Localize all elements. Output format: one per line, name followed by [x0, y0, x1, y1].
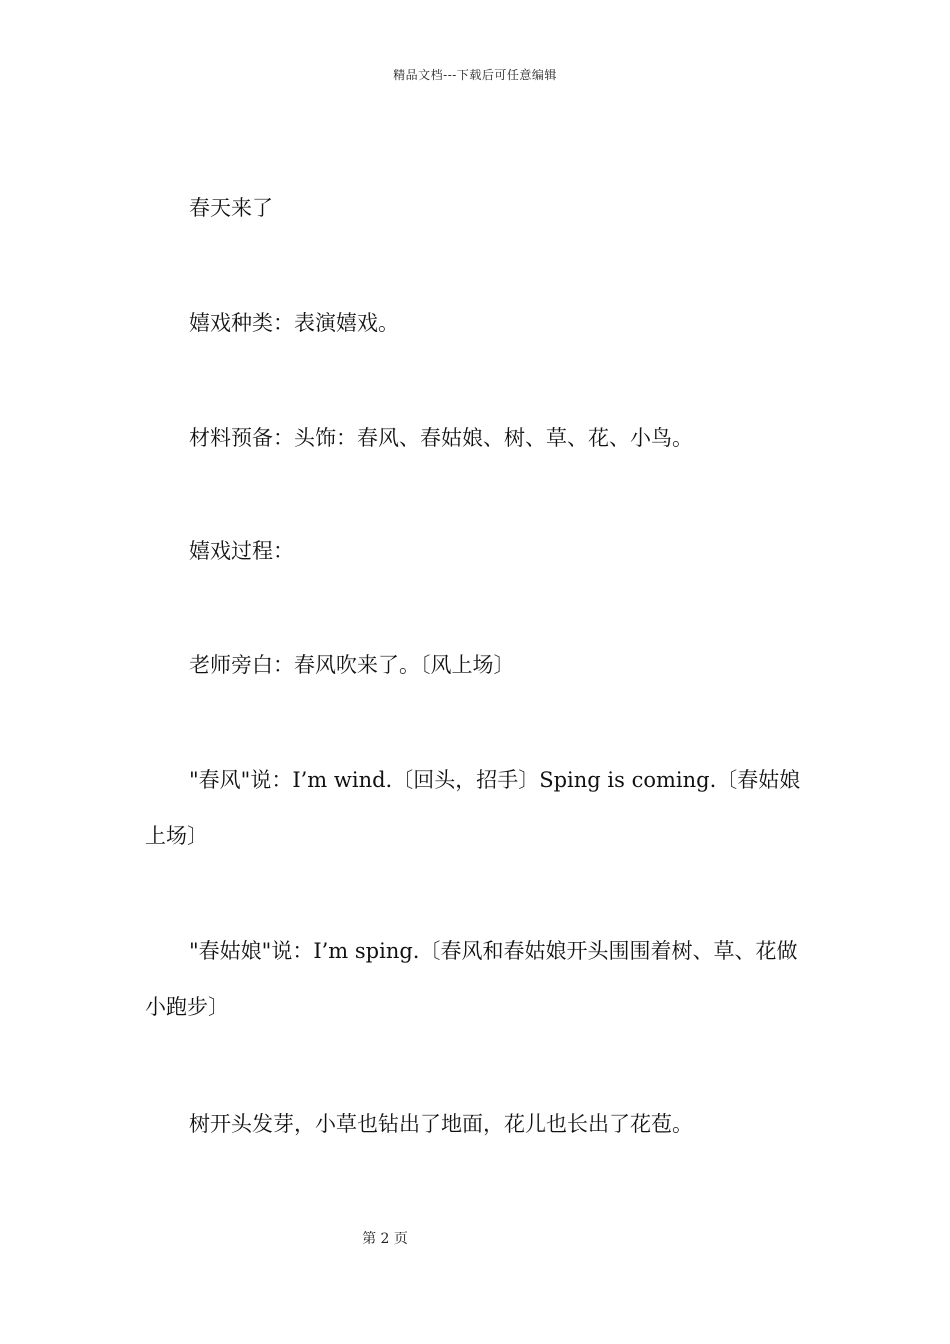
- page-number: 第 2 页: [362, 1231, 408, 1247]
- paragraph-spring-girl-line: "春姑娘"说：I’m sping.〔春风和春姑娘开头围围着树、草、花做小跑步〕: [145, 939, 798, 1019]
- paragraph-title: 春天来了: [189, 196, 273, 220]
- paragraph-process-heading: 嬉戏过程：: [189, 539, 294, 563]
- paragraph-trees-sprout: 树开头发芽，小草也钻出了地面，花儿也长出了花苞。: [189, 1112, 693, 1136]
- paragraph-materials: 材料预备：头饰：春风、春姑娘、树、草、花、小鸟。: [189, 426, 693, 450]
- paragraph-narration: 老师旁白：春风吹来了。〔风上场〕: [189, 653, 515, 677]
- page-header: 精品文档---下载后可任意编辑: [393, 68, 557, 82]
- paragraph-game-type: 嬉戏种类：表演嬉戏。: [189, 311, 399, 335]
- paragraph-wind-line: "春风"说：I’m wind.〔回头，招手〕Sping is coming.〔春姑娘上场〕: [145, 768, 801, 848]
